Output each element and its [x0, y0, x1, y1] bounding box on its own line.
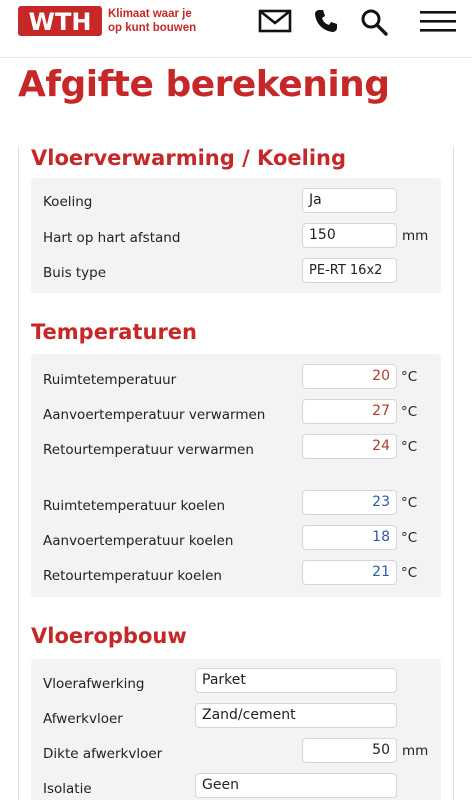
unit-mm: mm	[402, 743, 429, 759]
ruimtetemperatuur-input[interactable]: 20	[302, 364, 397, 389]
dikte-afwerkvloer-input[interactable]: 50	[302, 738, 397, 763]
tagline	[108, 7, 196, 35]
wth-logo[interactable]	[18, 6, 102, 36]
vloerafwerking-select[interactable]: Parket	[195, 668, 397, 693]
menu-icon[interactable]	[420, 8, 456, 34]
unit-celsius: °C	[401, 565, 418, 581]
label-aanvoer-koelen: Aanvoertemperatuur koelen	[43, 533, 234, 549]
isolatie-select[interactable]: Geen	[195, 773, 397, 798]
tagline-line-2: op kunt bouwen	[108, 22, 197, 34]
label-retour-verwarmen: Retourtemperatuur verwarmen	[43, 442, 254, 458]
label-isolatie: Isolatie	[43, 781, 92, 797]
label-dikte-afwerkvloer: Dikte afwerkvloer	[43, 746, 163, 762]
buis-type-select[interactable]: PE-RT 16x2	[302, 258, 397, 283]
unit-mm: mm	[402, 228, 429, 244]
mail-icon[interactable]	[258, 8, 292, 34]
unit-celsius: °C	[401, 530, 418, 546]
logo-text: WTH	[28, 8, 92, 36]
section-title-floor: Vloerverwarming / Koeling	[31, 146, 346, 170]
aanvoer-verwarmen-input[interactable]: 27	[302, 399, 397, 424]
panel-temps	[31, 354, 441, 597]
hart-op-hart-input[interactable]: 150	[302, 223, 397, 248]
page-title: Afgifte berekening	[18, 64, 390, 105]
section-title-build: Vloeropbouw	[31, 624, 187, 648]
panel-build	[31, 659, 441, 800]
label-vloerafwerking: Vloerafwerking	[43, 676, 145, 692]
label-afwerkvloer: Afwerkvloer	[43, 711, 123, 727]
label-koeling: Koeling	[43, 194, 93, 210]
aanvoer-koelen-input[interactable]: 18	[302, 525, 397, 550]
search-icon[interactable]	[360, 8, 388, 36]
section-title-temps: Temperaturen	[31, 320, 198, 344]
koeling-select[interactable]: Ja	[302, 188, 397, 213]
label-hart-op-hart: Hart op hart afstand	[43, 230, 181, 246]
calculation-form	[18, 146, 454, 800]
label-buis-type: Buis type	[43, 265, 107, 281]
unit-celsius: °C	[401, 495, 418, 511]
unit-celsius: °C	[401, 369, 418, 385]
label-aanvoer-verwarmen: Aanvoertemperatuur verwarmen	[43, 407, 266, 423]
unit-celsius: °C	[401, 439, 418, 455]
phone-icon[interactable]	[313, 8, 339, 34]
retour-koelen-input[interactable]: 21	[302, 560, 397, 585]
ruimte-koelen-input[interactable]: 23	[302, 490, 397, 515]
tagline-line-1: Klimaat waar je	[108, 8, 192, 20]
label-ruimte-koelen: Ruimtetemperatuur koelen	[43, 498, 226, 514]
label-retour-koelen: Retourtemperatuur koelen	[43, 568, 222, 584]
afwerkvloer-select[interactable]: Zand/cement	[195, 703, 397, 728]
label-ruimtetemperatuur: Ruimtetemperatuur	[43, 372, 177, 388]
retour-verwarmen-input[interactable]: 24	[302, 434, 397, 459]
site-header	[0, 0, 472, 58]
unit-celsius: °C	[401, 404, 418, 420]
panel-floor	[31, 178, 441, 293]
